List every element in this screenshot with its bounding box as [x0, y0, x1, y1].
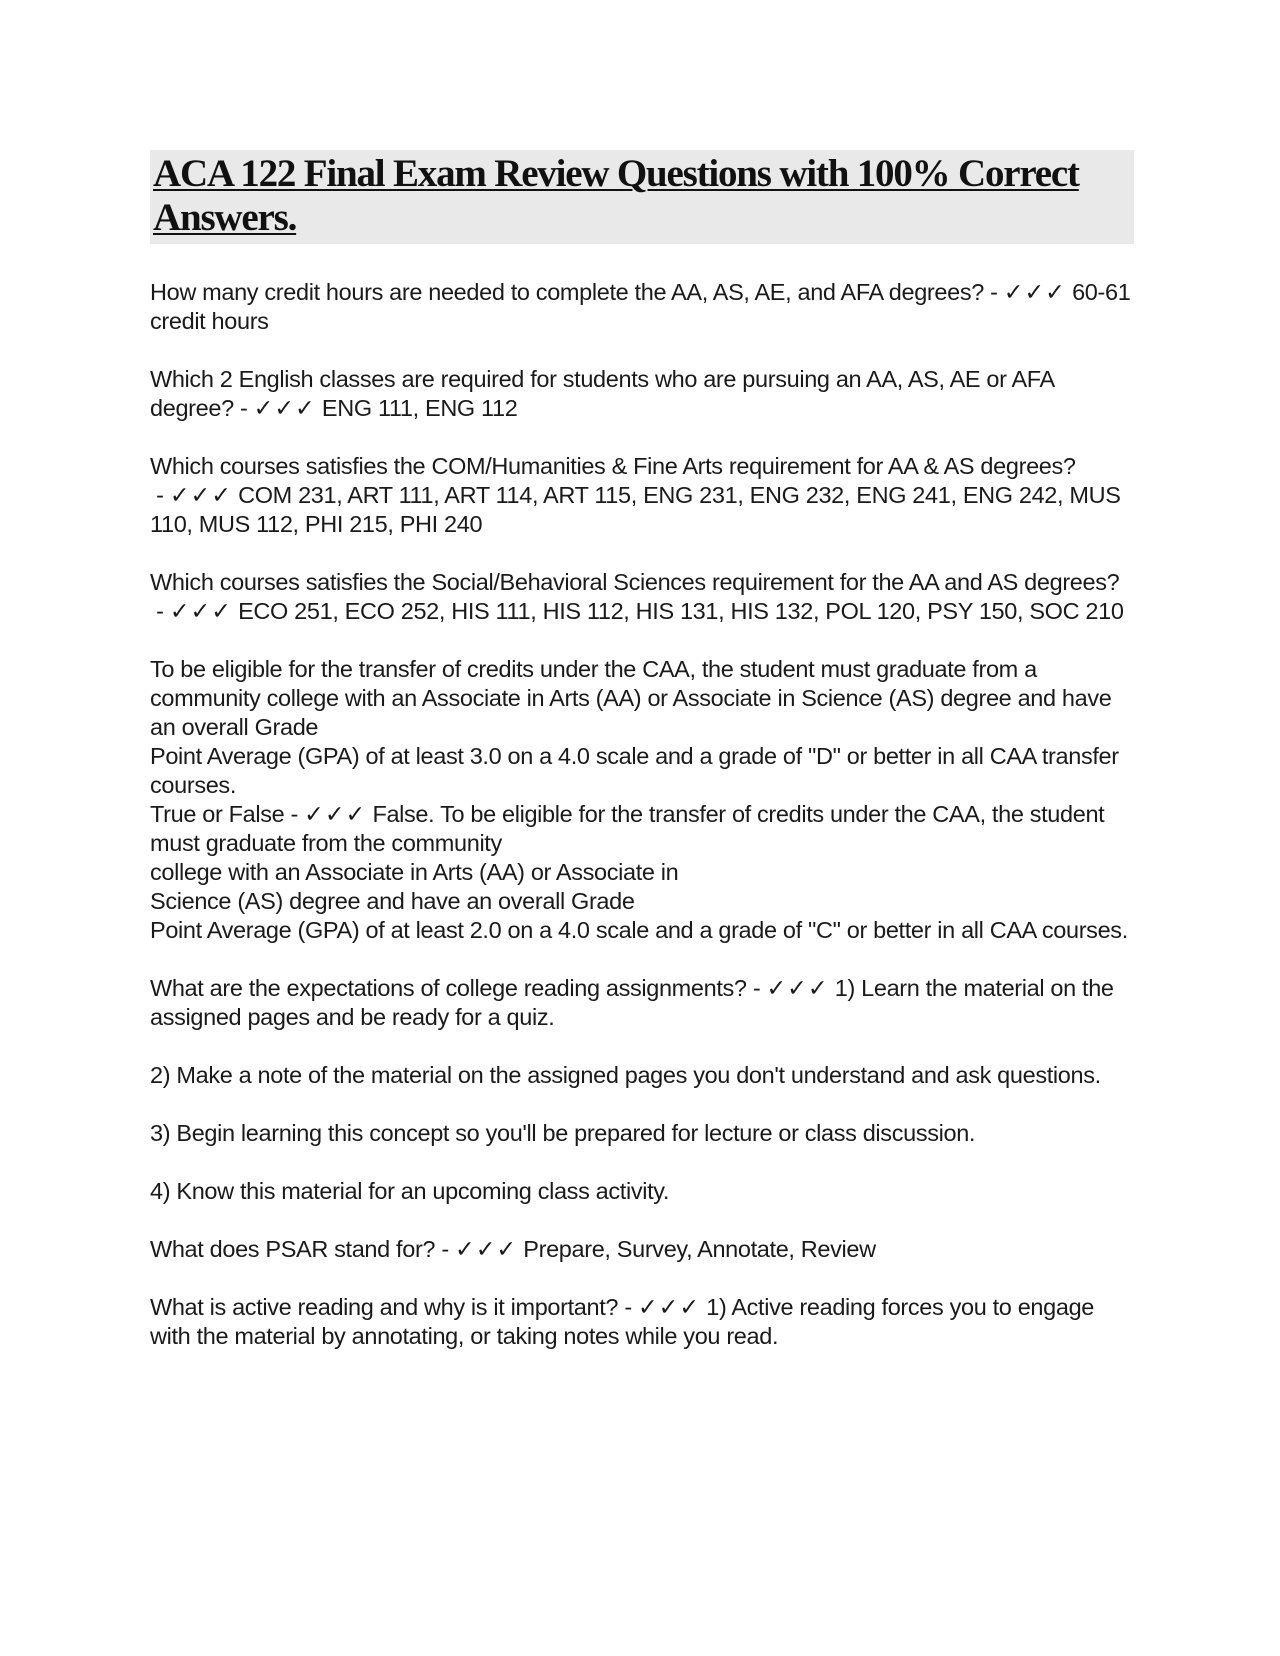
reading-list-item-2: 2) Make a note of the material on the assigned pages you don't understand and ask questions. [150, 1062, 1101, 1088]
check-mark-icon: ✓✓✓ [455, 1236, 518, 1262]
check-mark-icon: ✓✓✓ [637, 1294, 701, 1320]
qa-item-active-reading [150, 1293, 1134, 1351]
separator: - [233, 395, 254, 421]
question-text: Which 2 English classes are required for students who are pursuing an AA, AS, AE or AFA degree? [150, 366, 1054, 421]
check-mark-icon: ✓✓✓ [169, 598, 232, 624]
qa-item-english-classes [150, 365, 1134, 423]
answer-line: Science (AS) degree and have an overall Grade [150, 888, 635, 914]
answer-text: COM 231, ART 111, ART 114, ART 115, ENG 231, ENG 232, ENG 241, ENG 242, MUS 110, MUS 112, PHI 215, PHI 240 [150, 482, 1121, 537]
answer-text: ECO 251, ECO 252, HIS 111, HIS 112, HIS 131, HIS 132, POL 120, PSY 150, SOC 210 [238, 598, 1124, 624]
document-title: ACA 122 Final Exam Review Questions with 100% Correct Answers. [153, 152, 1079, 239]
qa-item-social-sciences [150, 568, 1134, 626]
reading-list-item-3: 3) Begin learning this concept so you'll be prepared for lecture or class discussion. [150, 1120, 976, 1146]
answer-line: Point Average (GPA) of at least 2.0 on a 4.0 scale and a grade of "C" or better in all CAA courses. [150, 917, 1128, 943]
answer-text: 60-61 credit hours [150, 279, 1131, 334]
check-mark-icon: ✓✓✓ [1003, 279, 1066, 305]
check-mark-icon: ✓✓✓ [169, 482, 232, 508]
answer-line-first [150, 800, 1134, 858]
check-mark-icon: ✓✓✓ [253, 395, 316, 421]
question-text: What is active reading and why is it important? [150, 1294, 619, 1320]
qa-item-credit-hours [150, 278, 1134, 336]
qa-item-psar [150, 1235, 1134, 1264]
question-line: Point Average (GPA) of at least 3.0 on a 4.0 scale and a grade of "D" or better in all CAA transfer courses. [150, 743, 1119, 798]
check-mark-icon: ✓✓✓ [304, 801, 367, 827]
separator: - [746, 975, 767, 1001]
reading-list-item-4: 4) Know this material for an upcoming class activity. [150, 1178, 670, 1204]
question-text: Which courses satisfies the Social/Behavioral Sciences requirement for the AA and AS degrees? [150, 569, 1120, 595]
question-text: How many credit hours are needed to complete the AA, AS, AE, and AFA degrees? [150, 279, 984, 305]
question-text: Which courses satisfies the COM/Humanities & Fine Arts requirement for AA & AS degrees? [150, 453, 1076, 479]
answer-text: ENG 111, ENG 112 [321, 395, 518, 421]
answer-text: 1) Learn the material on the assigned pages and be ready for a quiz. [150, 975, 1114, 1030]
qa-item-reading-expectations [150, 974, 1134, 1032]
separator: - [618, 1294, 638, 1320]
separator: - [150, 482, 170, 508]
answer-text: 1) Active reading forces you to engage with the material by annotating, or taking notes while you read. [150, 1294, 1095, 1349]
separator: - [284, 801, 305, 827]
separator: - [435, 1236, 455, 1262]
answer-text: Prepare, Survey, Annotate, Review [523, 1236, 876, 1262]
question-text: What does PSAR stand for? [150, 1236, 436, 1262]
qa-item-humanities [150, 452, 1134, 539]
question-line: To be eligible for the transfer of credits under the CAA, the student must graduate from a community college with an Associate in Arts (AA) or Associate in Science (AS) degree and have an overall Grade [150, 656, 1112, 740]
answer-line: college with an Associate in Arts (AA) or Associate in [150, 859, 679, 885]
answer-text: False. To be eligible for the transfer of credits under the CAA, the student must graduate from the community [150, 801, 1105, 856]
title-block [150, 150, 1134, 244]
separator: - [983, 279, 1004, 305]
question-prompt: True or False [150, 801, 285, 827]
check-mark-icon: ✓✓✓ [766, 975, 829, 1001]
document-page [150, 150, 1134, 1380]
separator: - [150, 598, 170, 624]
question-text: What are the expectations of college reading assignments? [150, 975, 747, 1001]
qa-item-caa-transfer [150, 655, 1134, 945]
